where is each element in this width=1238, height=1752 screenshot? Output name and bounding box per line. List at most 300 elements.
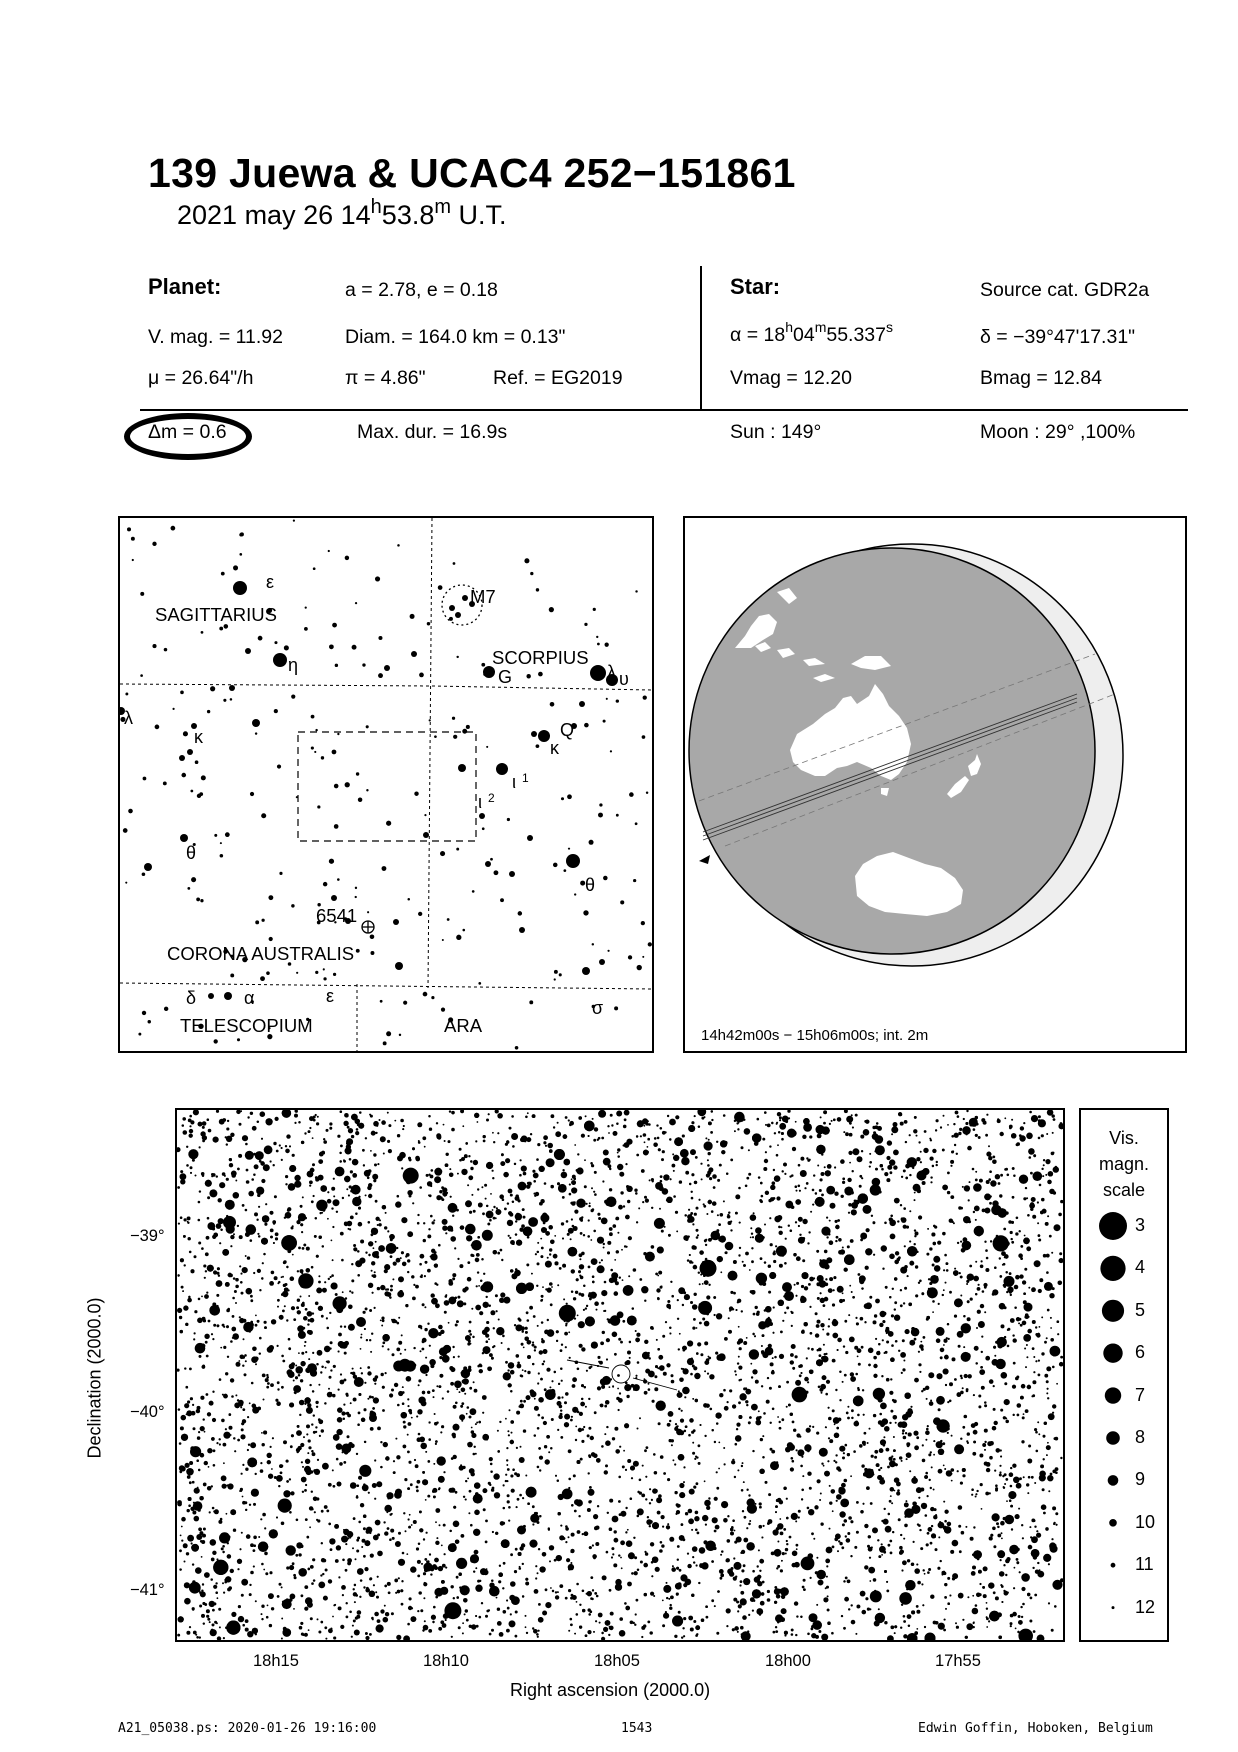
field-star [526,1311,529,1314]
field-star [422,1303,425,1306]
field-star [233,1233,235,1235]
field-star [592,1118,594,1120]
field-star [782,1552,785,1555]
field-star [206,1615,209,1618]
field-star [500,1292,505,1297]
field-star [217,1636,221,1640]
field-star [694,1213,697,1216]
field-star [354,1601,356,1603]
finder-faint-star [201,775,206,780]
field-star [843,1131,845,1133]
field-star [973,1183,982,1192]
field-star [419,1263,422,1266]
field-star [289,1478,291,1480]
field-star [465,1287,469,1291]
field-star [837,1338,842,1343]
finder-faint-star [329,859,334,864]
field-star [516,1411,520,1415]
field-star [820,1493,822,1495]
field-star [611,1547,614,1550]
field-star [191,1542,193,1544]
field-star [1019,1477,1022,1480]
field-star [455,1402,458,1405]
field-star [219,1626,221,1628]
field-star [749,1269,751,1271]
field-star [547,1143,553,1149]
field-star [781,1608,787,1614]
field-star [298,1352,300,1354]
field-star [537,1143,540,1146]
field-star [925,1514,928,1517]
field-star [230,1569,234,1573]
field-star [307,1323,309,1325]
field-star [520,1374,523,1377]
star-label-kappa-sgr: κ [194,727,203,747]
field-star [1035,1326,1037,1328]
field-star [207,1618,210,1621]
field-star [863,1129,870,1136]
field-star [537,1382,539,1384]
field-star [568,1478,571,1481]
field-star [682,1304,684,1306]
field-star [544,1228,547,1231]
field-star [882,1339,884,1341]
field-star [832,1409,835,1412]
field-star [795,1121,797,1123]
field-star [451,1636,453,1638]
field-star [881,1375,883,1377]
field-star [590,1239,592,1241]
field-star [507,1430,509,1432]
field-star [242,1319,246,1323]
finder-faint-star [606,698,608,700]
field-star [284,1305,286,1307]
field-star [212,1507,215,1510]
field-star [763,1412,766,1415]
field-star [829,1277,833,1281]
field-star [1050,1338,1054,1342]
field-star [471,1240,482,1251]
field-star [597,1139,599,1141]
field-star [204,1431,206,1433]
field-star [177,1369,180,1372]
field-star [841,1546,844,1549]
field-star [593,1631,595,1633]
field-star [341,1585,346,1590]
field-star [1059,1252,1062,1255]
field-star [585,1406,587,1408]
field-star [1026,1197,1028,1199]
field-star [950,1165,952,1167]
field-star [1010,1625,1012,1627]
field-star [444,1300,450,1306]
field-star [784,1262,787,1265]
field-star [847,1532,850,1535]
field-star [736,1122,738,1124]
finder-star [462,595,468,601]
field-star [241,1473,243,1475]
field-star [922,1181,926,1185]
field-star [734,1476,736,1478]
field-star [983,1594,987,1598]
field-star [796,1449,798,1451]
field-star [323,1559,327,1563]
field-star [533,1629,538,1634]
field-star [962,1387,964,1389]
field-star [829,1240,834,1245]
field-star [189,1251,192,1254]
field-star [972,1608,979,1615]
field-star [285,1175,288,1178]
field-star [857,1156,863,1162]
field-star [618,1409,620,1411]
field-star [232,1333,239,1340]
field-star [820,1116,822,1118]
finder-faint-star [190,790,193,793]
field-star [662,1335,665,1338]
field-star [932,1300,935,1303]
finder-faint-star [429,719,431,721]
field-star [616,1111,622,1117]
field-star [962,1474,965,1477]
finder-faint-star [447,918,450,921]
field-star [318,1275,320,1277]
finder-faint-star [261,919,264,922]
field-star [568,1119,570,1121]
field-star [740,1552,742,1554]
field-star [899,1592,912,1605]
field-star [1043,1164,1045,1166]
field-star [550,1303,553,1306]
field-star [1000,1409,1003,1412]
field-star [650,1592,654,1596]
field-star [227,1120,229,1122]
field-star [355,1558,357,1560]
field-star [829,1485,831,1487]
field-star [507,1202,509,1204]
field-star [430,1573,432,1575]
field-star [482,1212,485,1215]
field-star [665,1131,667,1133]
field-star [943,1115,945,1117]
field-star [834,1166,836,1168]
field-star [894,1301,897,1304]
field-star [460,1585,470,1595]
finder-faint-star [152,542,156,546]
field-star [588,1613,591,1616]
field-star [546,1158,555,1167]
field-star [691,1197,694,1200]
field-star [370,1554,374,1558]
field-star [344,1326,346,1328]
field-star [198,1201,201,1204]
field-star [257,1269,261,1273]
field-star [917,1581,921,1585]
field-star [382,1345,384,1347]
field-star [874,1456,877,1459]
finder-faint-star [131,537,135,541]
field-star [844,1374,847,1377]
field-star [854,1421,860,1427]
finder-faint-star [352,645,357,650]
field-star [528,1217,538,1227]
field-star [685,1512,688,1515]
field-star [945,1608,947,1610]
field-star [1018,1253,1023,1258]
field-star [236,1110,241,1114]
field-star [255,1315,257,1317]
field-star [398,1532,401,1535]
field-star [936,1396,945,1405]
field-star [869,1580,871,1582]
field-star [566,1558,570,1562]
field-star [973,1430,978,1435]
field-star [751,1376,753,1378]
field-star [511,1489,515,1493]
field-star [454,1247,456,1249]
field-star [322,1573,324,1575]
field-star [369,1633,372,1636]
field-star [930,1400,932,1402]
finder-star [245,648,251,654]
finder-faint-star [356,949,360,953]
field-star [644,1141,646,1143]
field-star [1031,1115,1038,1122]
field-star [967,1432,970,1435]
field-star [572,1377,577,1382]
field-star [937,1241,941,1245]
field-star [627,1529,629,1531]
finder-faint-star [449,617,453,621]
finder-faint-star [355,887,357,889]
field-star [667,1423,671,1427]
field-star [905,1432,907,1434]
field-star [1048,1602,1050,1604]
field-star [459,1414,465,1420]
field-star [702,1515,708,1521]
field-star [483,1273,485,1275]
field-star [563,1298,565,1300]
field-star [986,1602,988,1604]
field-star [1047,1215,1049,1217]
field-star [356,1453,358,1455]
field-star [505,1361,508,1364]
field-star [299,1626,303,1630]
field-star [975,1496,977,1498]
field-star [294,1114,298,1118]
field-star [947,1577,950,1580]
finder-faint-star [597,643,600,646]
field-star [840,1159,845,1164]
field-star [326,1510,329,1513]
field-star [943,1344,945,1346]
star-ra-min: 04 [792,324,815,346]
field-star [1029,1156,1032,1159]
finder-faint-star [138,1033,141,1036]
finder-faint-star [599,803,602,806]
field-star [889,1254,895,1260]
field-star [560,1436,563,1439]
field-star [255,1473,257,1475]
field-star [311,1423,313,1425]
finder-faint-star [438,585,443,590]
field-star [964,1374,968,1378]
field-star [849,1337,855,1343]
field-star [511,1432,513,1434]
field-star [873,1364,877,1368]
field-star [961,1352,971,1362]
field-star [838,1238,842,1242]
finder-faint-star [536,588,539,591]
finder-faint-star [311,746,314,749]
field-star [316,1519,318,1521]
field-star [486,1296,488,1298]
field-star [1033,1371,1035,1373]
field-star [726,1625,728,1627]
field-star [988,1156,992,1160]
field-star [654,1375,657,1378]
field-star [1027,1214,1030,1217]
field-star [739,1347,742,1350]
field-star [815,1312,818,1315]
field-star [845,1132,849,1136]
field-star [304,1607,308,1611]
field-star [1010,1485,1013,1488]
field-star [959,1550,962,1553]
field-star [376,1624,384,1632]
field-star [839,1399,841,1401]
field-star [624,1384,631,1391]
field-star [898,1518,901,1521]
field-star [407,1398,409,1400]
field-star [348,1305,353,1310]
field-star [580,1232,583,1235]
field-star [275,1237,278,1240]
field-star [473,1453,476,1456]
field-star [838,1487,845,1494]
field-star [449,1168,451,1170]
field-star [444,1311,447,1314]
field-star [978,1395,981,1398]
field-star [637,1508,644,1515]
finder-faint-star [366,789,368,791]
field-star [1011,1528,1013,1530]
field-star [245,1468,248,1471]
field-star [644,1391,648,1395]
field-star [661,1158,664,1161]
field-star [780,1331,783,1334]
field-star [915,1232,919,1236]
field-star [1013,1338,1017,1342]
field-star [570,1618,573,1621]
field-star [798,1225,800,1227]
field-star [954,1444,964,1454]
field-star [276,1401,281,1406]
field-star [253,1272,255,1274]
field-star [436,1385,438,1387]
field-star [587,1235,590,1238]
field-star [879,1323,883,1327]
field-star [403,1635,410,1640]
field-star [660,1455,664,1459]
field-star [1042,1488,1045,1491]
field-star [635,1192,638,1195]
field-star [1052,1114,1055,1117]
field-star [236,1362,241,1367]
field-star [1058,1281,1063,1286]
field-star [804,1377,809,1382]
finder-faint-star [452,717,455,720]
field-star [471,1624,476,1629]
field-star [933,1454,935,1456]
field-star [1004,1399,1010,1405]
field-star [628,1552,635,1559]
field-star [692,1452,695,1455]
field-star [736,1428,738,1430]
finder-faint-star [196,898,200,902]
finder-faint-star [598,813,603,818]
field-star [401,1334,403,1336]
field-star [356,1128,359,1131]
field-star [451,1128,455,1132]
field-star [1020,1126,1024,1130]
finder-faint-star [214,834,217,837]
field-star [943,1269,945,1271]
field-star [660,1180,663,1183]
field-star [765,1191,769,1195]
field-star [751,1247,753,1249]
field-star [251,1382,254,1385]
field-star [588,1398,590,1400]
finder-faint-star [255,732,257,734]
field-star [1057,1333,1059,1335]
field-star [652,1488,657,1493]
field-star [325,1569,328,1572]
star-label-q-sco: Q [560,720,575,740]
field-star [856,1531,859,1534]
field-star [633,1461,639,1467]
field-star [619,1446,621,1448]
field-star [630,1621,634,1625]
field-star [850,1475,852,1477]
field-star [511,1133,518,1140]
field-star [1050,1473,1053,1476]
field-star [365,1636,369,1640]
field-star [424,1328,427,1331]
field-star [739,1584,741,1586]
field-star [417,1480,421,1484]
field-star [551,1418,554,1421]
field-star [615,1449,620,1454]
field-star [710,1131,713,1134]
field-star [318,1281,321,1284]
field-star [281,1276,283,1278]
field-star [973,1621,975,1623]
field-star [929,1479,931,1481]
finder-faint-star [605,643,609,647]
field-star [872,1178,881,1187]
field-star [508,1434,510,1436]
field-star [544,1182,547,1185]
field-star [560,1413,563,1416]
field-star [402,1262,407,1267]
finder-faint-star [323,977,326,980]
field-star [803,1579,806,1582]
field-star [656,1288,660,1292]
field-star [220,1518,223,1521]
field-star [324,1626,327,1629]
field-star [893,1436,895,1438]
